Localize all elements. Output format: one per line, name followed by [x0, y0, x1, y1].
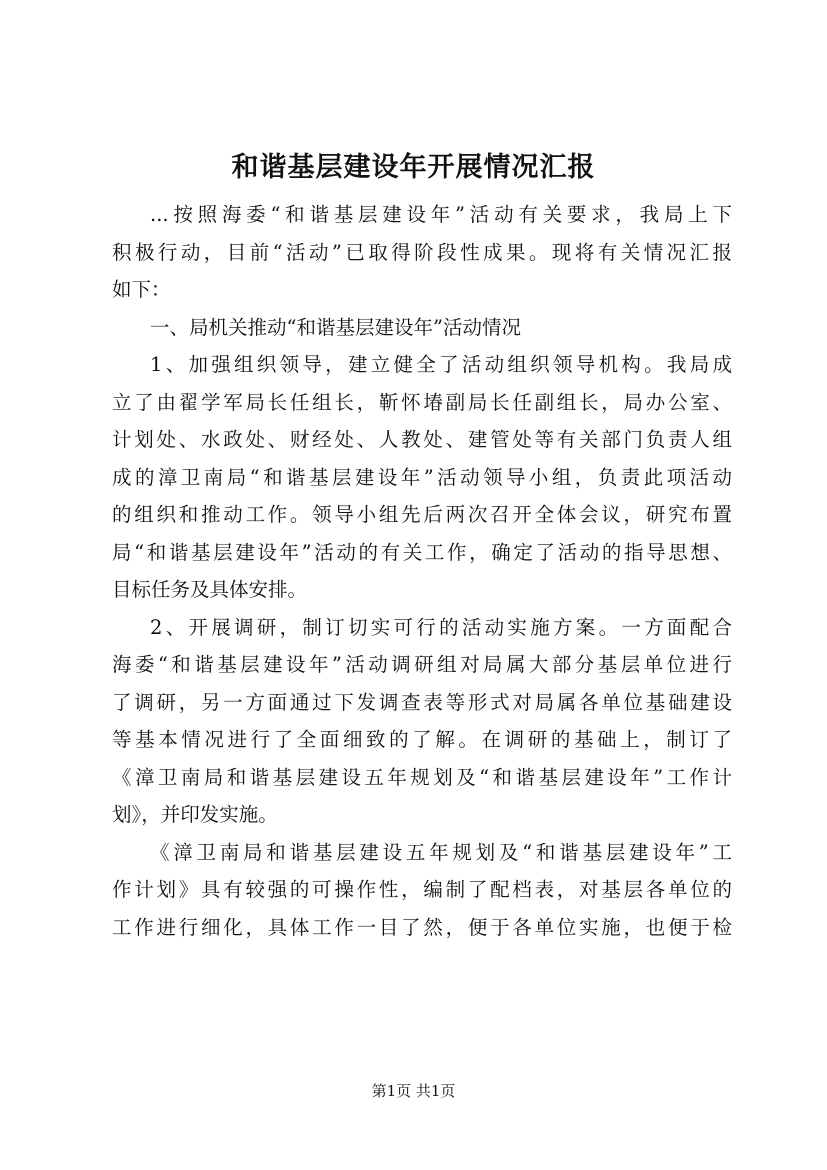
- paragraph-line: 《漳卫南局和谐基层建设五年规划及“和谐基层建设年”工作计: [112, 765, 732, 789]
- paragraph-line: 划》，并印发实施。: [112, 803, 278, 826]
- document-body: [112, 196, 732, 946]
- paragraph-line: 计划处、水政处、财经处、人教处、建管处等有关部门负责人组: [112, 428, 732, 451]
- paragraph-line: ...按照海委“和谐基层建设年”活动有关要求，我局上下: [150, 203, 732, 226]
- paragraph-line: 立了由翟学军局长任组长，靳怀堾副局长任副组长，局办公室、: [112, 390, 732, 414]
- paragraph-line: 局“和谐基层建设年”活动的有关工作，确定了活动的指导思想、: [112, 540, 732, 564]
- page-footer: 第1页 共1页: [371, 1082, 456, 1100]
- paragraph-line: 成的漳卫南局“和谐基层建设年”活动领导小组，负责此项活动: [112, 465, 732, 489]
- paragraph-line: 如下：: [112, 278, 171, 301]
- paragraph-line: 积极行动，目前“活动”已取得阶段性成果。现将有关情况汇报: [112, 240, 732, 264]
- paragraph-line: 《漳卫南局和谐基层建设五年规划及“和谐基层建设年”工: [150, 840, 732, 864]
- paragraph-line: 的组织和推动工作。领导小组先后两次召开全体会议，研究布置: [112, 503, 732, 526]
- paragraph-line: 1、加强组织领导，建立健全了活动组织领导机构。我局成: [150, 353, 732, 376]
- section-heading: 一、局机关推动“和谐基层建设年”活动情况: [150, 315, 521, 339]
- paragraph-line: 等基本情况进行了全面细致的了解。在调研的基础上，制订了: [112, 728, 732, 751]
- paragraph-line: 作计划》具有较强的可操作性，编制了配档表，对基层各单位的: [112, 878, 732, 901]
- paragraph-line: 工作进行细化，具体工作一目了然，便于各单位实施，也便于检: [112, 915, 732, 939]
- paragraph-line: 2、开展调研，制订切实可行的活动实施方案。一方面配合: [150, 615, 732, 639]
- paragraph-line: 目标任务及具体安排。: [112, 578, 308, 601]
- document-title: 和谐基层建设年开展情况汇报: [231, 152, 596, 183]
- paragraph-line: 海委“和谐基层建设年”活动调研组对局属大部分基层单位进行: [112, 653, 732, 676]
- paragraph-line: 了调研，另一方面通过下发调查表等形式对局属各单位基础建设: [112, 690, 732, 714]
